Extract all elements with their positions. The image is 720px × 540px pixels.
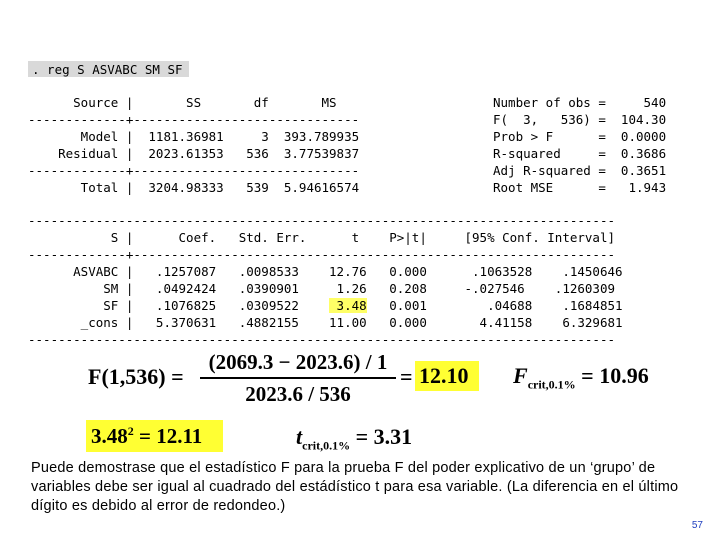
coef-separator: ------------------------------------------------------------------------------ bbox=[28, 213, 615, 228]
f-numerator: (2069.3 − 2023.6) / 1 bbox=[208, 350, 388, 374]
f-result: 12.10 bbox=[419, 363, 469, 388]
highlighted-t-value: 3.48 bbox=[329, 298, 367, 313]
stat-adj-r2: Adj R-squared = 0.3651 bbox=[493, 163, 667, 178]
coef-row-sf bbox=[28, 298, 623, 313]
anova-separator: -------------+------------------------------ bbox=[28, 163, 360, 178]
page-number: 57 bbox=[691, 520, 703, 531]
coef-separator: -------------+---------------------------------------------------------------- bbox=[28, 247, 615, 262]
stat-f: F( 3, 536) = 104.30 bbox=[493, 112, 667, 127]
f-equals: = bbox=[400, 364, 413, 389]
f-crit bbox=[513, 363, 649, 392]
stat-root-mse: Root MSE = 1.943 bbox=[493, 180, 667, 195]
anova-separator: -------------+------------------------------ bbox=[28, 112, 360, 127]
t-crit bbox=[296, 424, 412, 453]
anova-row-model: Model | 1181.36981 3 393.789935 bbox=[28, 129, 360, 144]
t-crit-value: = 3.31 bbox=[350, 424, 413, 449]
coef-sf-left: SF | .1076825 .0309522 bbox=[28, 298, 330, 313]
f-crit-subscript: crit,0.1% bbox=[527, 377, 576, 392]
f-lhs: F(1,536) = bbox=[88, 364, 184, 389]
coef-row-sm: SM | .0492424 .0390901 1.26 0.208 -.027546 .1260309 bbox=[28, 281, 615, 296]
anova-header: Source | SS df MS bbox=[28, 95, 337, 110]
f-crit-value: = 10.96 bbox=[581, 363, 649, 388]
stat-r2: R-squared = 0.3686 bbox=[493, 146, 667, 161]
coef-row-asvabc: ASVABC | .1257087 .0098533 12.76 0.000 .1063528 .1450646 bbox=[28, 264, 623, 279]
fraction-line bbox=[200, 377, 396, 379]
explanation-text: Puede demostrase que el estadístico F para la prueba F del poder explicativo de un ‘grupo’ de variables debe ser igual al cuadrado del estádístico t para esa variable. (La diferencia en el último dígito es debido al error de redondeo.) bbox=[31, 460, 679, 514]
stata-command: . reg S ASVABC SM SF bbox=[28, 61, 189, 77]
coef-sf-right: 0.001 .04688 .1684851 bbox=[366, 298, 623, 313]
t-squared-value: = 12.11 bbox=[133, 424, 203, 448]
f-crit-symbol: F bbox=[513, 363, 528, 388]
stat-prob: Prob > F = 0.0000 bbox=[493, 129, 667, 144]
t-value: 3.48 bbox=[91, 424, 128, 448]
coef-separator: ------------------------------------------------------------------------------ bbox=[28, 332, 615, 347]
anova-row-residual: Residual | 2023.61353 536 3.77539837 bbox=[28, 146, 360, 161]
t-crit-symbol: t bbox=[296, 424, 303, 449]
t-squared-expr bbox=[91, 424, 202, 449]
coef-row-cons: _cons | 5.370631 .4882155 11.00 0.000 4.41158 6.329681 bbox=[28, 315, 623, 330]
f-denominator: 2023.6 / 536 bbox=[245, 382, 351, 406]
exponent: 2 bbox=[127, 424, 134, 438]
stat-nobs: Number of obs = 540 bbox=[493, 95, 667, 110]
t-crit-subscript: crit,0.1% bbox=[302, 438, 351, 453]
coef-header: S | Coef. Std. Err. t P>|t| [95% Conf. Interval] bbox=[28, 230, 615, 245]
anova-row-total: Total | 3204.98333 539 5.94616574 bbox=[28, 180, 360, 195]
